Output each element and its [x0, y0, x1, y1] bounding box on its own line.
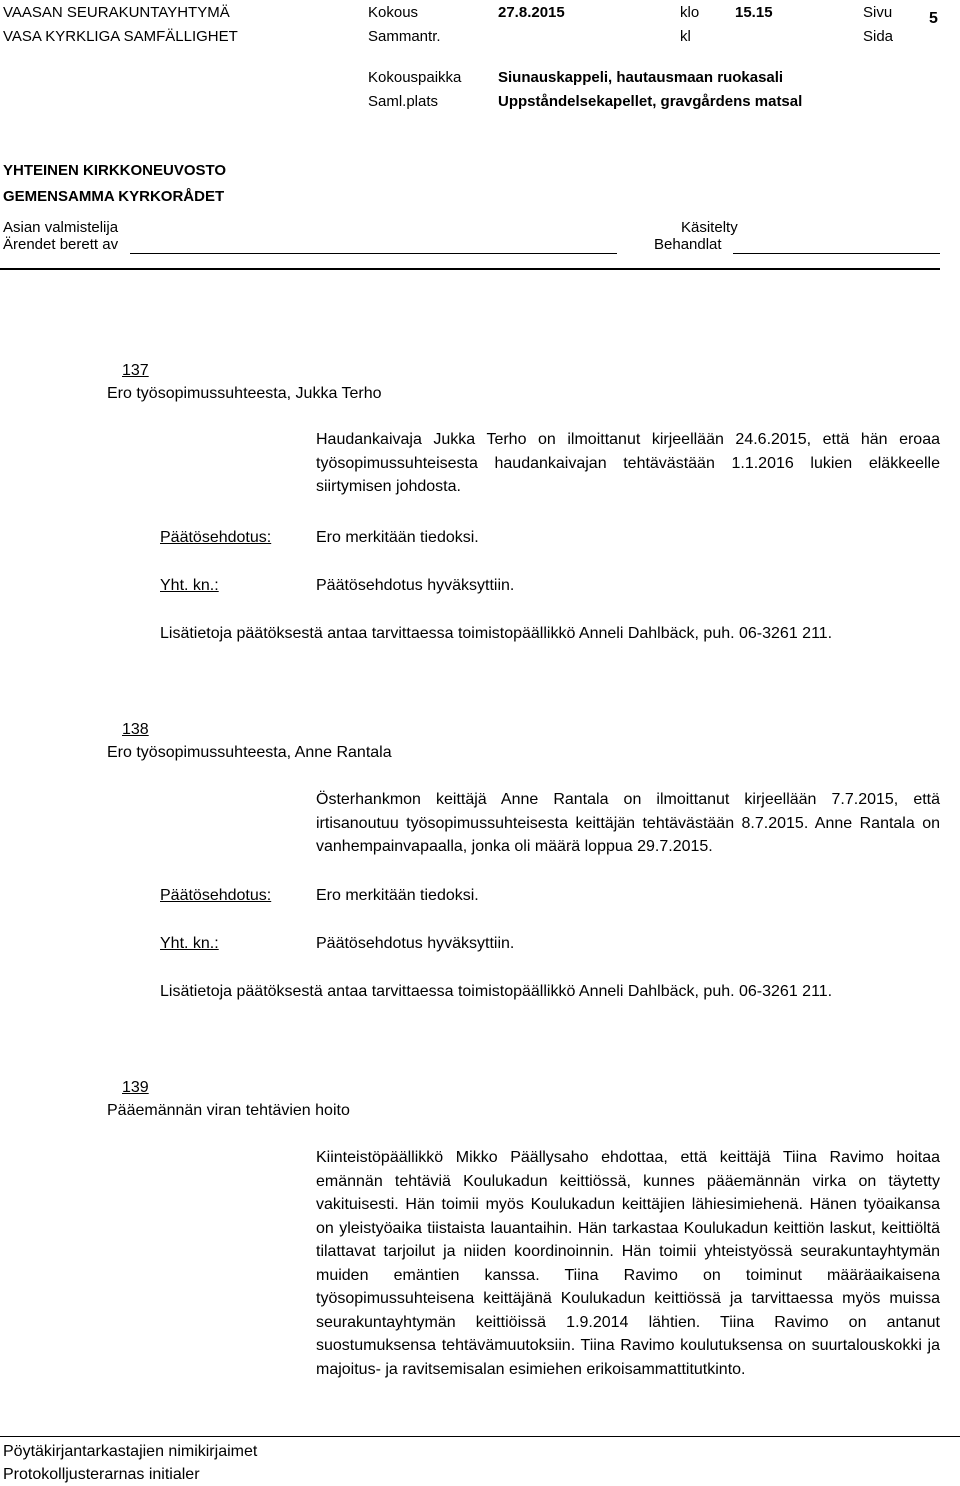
item-title: Pääemännän viran tehtävien hoito	[107, 1102, 350, 1119]
item-text: Kiinteistöpäällikkö Mikko Päällysaho ehdottaa, että keittäjä Tiina Ravimo hoitaa emännän tehtäviä Koulukadun keittiössä, kunnes pääemännän virka on täytetty vakituisesti. Hän toimii myös Koulukadun keittäjien lähiesimiehenä. Hänen työaikansa on yleistyöaika tiistaista lauantaihin. Hän tarkastaa Koulukadun keittiön laskut, keittiöltä tilattavat tarjoilut ja niiden koordinoinnin. Hän toimii yhteistyössä seurakuntayhtymän muiden emäntien kanssa. Tiina Ravimo on toiminut määräaikaisena työsopimussuhteisena keittäjänä Koulukadun keittiössä ja tarvittaessa myös muissa seurakuntayhtymän keittiöissä 1.9.2014 lähtien. Tiina Ravimo on antanut suostumuksensa tehtävämuutoksiin. Tiina Ravimo koulutuksensa on suurtalouskokki ja majoitus- ja ravitsemisalan esimiehen erikoisammattitutkinto.	[316, 1149, 940, 1378]
place-fi: Siunauskappeli, hautausmaan ruokasali	[498, 69, 784, 86]
decision-text: Päätösehdotus hyväksyttiin.	[316, 935, 515, 952]
proposal-label: Päätösehdotus:	[160, 887, 272, 904]
place-sv: Uppståndelsekapellet, gravgårdens matsal	[498, 93, 803, 110]
proposal-text: Ero merkitään tiedoksi.	[316, 887, 479, 904]
council-name-sv: GEMENSAMMA KYRKORÅDET	[3, 188, 225, 205]
time-label-sv: kl	[680, 28, 691, 45]
page-number: 5	[929, 10, 938, 27]
prepared-line	[130, 253, 617, 254]
item-text: Österhankmon keittäjä Anne Rantala on ilmoittanut kirjeellään 7.7.2015, että irtisanoutuu työsopimussuhteisesta keittäjän tehtävästään 8.7.2015. Anne Rantala on vanhempainvapaalla, jonka oli määrä loppua 29.7.2015.	[316, 791, 940, 855]
item-number: 138	[122, 721, 149, 738]
meeting-date: 27.8.2015	[498, 4, 565, 21]
place-label-fi: Kokouspaikka	[368, 69, 462, 86]
footer-divider	[0, 1436, 960, 1437]
item-number: 137	[122, 362, 149, 379]
meeting-label-fi: Kokous	[368, 4, 419, 21]
decision-label: Yht. kn.:	[160, 935, 219, 952]
org-name-sv: VASA KYRKLIGA SAMFÄLLIGHET	[3, 28, 238, 45]
council-name-fi: YHTEINEN KIRKKONEUVOSTO	[3, 162, 227, 179]
meeting-label-sv: Sammantr.	[368, 28, 441, 45]
proposal-text: Ero merkitään tiedoksi.	[316, 529, 479, 546]
place-label-sv: Saml.plats	[368, 93, 439, 110]
prepared-label-sv: Ärendet berett av	[3, 236, 119, 253]
handled-line	[733, 253, 940, 254]
handled-label-sv: Behandlat	[654, 236, 722, 253]
proposal-label: Päätösehdotus:	[160, 529, 272, 546]
info-text: Lisätietoja päätöksestä antaa tarvittaessa toimistopäällikkö Anneli Dahlbäck, puh. 06-3261 211.	[160, 625, 833, 642]
decision-label: Yht. kn.:	[160, 577, 219, 594]
prepared-label-fi: Asian valmistelija	[3, 219, 119, 236]
time-label-fi: klo	[680, 4, 700, 21]
page-label-fi: Sivu	[863, 4, 893, 21]
item-number: 139	[122, 1079, 149, 1096]
header-divider	[0, 268, 940, 270]
footer-label-fi: Pöytäkirjantarkastajien nimikirjaimet	[3, 1443, 258, 1460]
decision-text: Päätösehdotus hyväksyttiin.	[316, 577, 515, 594]
org-name-fi: VAASAN SEURAKUNTAYHTYMÄ	[3, 4, 230, 21]
footer-label-sv: Protokolljusterarnas initialer	[3, 1466, 200, 1483]
page-label-sv: Sida	[863, 28, 894, 45]
handled-label-fi: Käsitelty	[681, 219, 738, 236]
meeting-time: 15.15	[735, 4, 773, 21]
item-text: Haudankaivaja Jukka Terho on ilmoittanut kirjeellään 24.6.2015, että hän eroaa työsopimussuhteisesta haudankaivajan tehtävästään 1.1.2016 lukien eläkkeelle siirtymisen johdosta.	[316, 431, 940, 495]
item-title: Ero työsopimussuhteesta, Anne Rantala	[107, 744, 392, 761]
item-title: Ero työsopimussuhteesta, Jukka Terho	[107, 385, 382, 402]
info-text: Lisätietoja päätöksestä antaa tarvittaessa toimistopäällikkö Anneli Dahlbäck, puh. 06-3261 211.	[160, 983, 833, 1000]
